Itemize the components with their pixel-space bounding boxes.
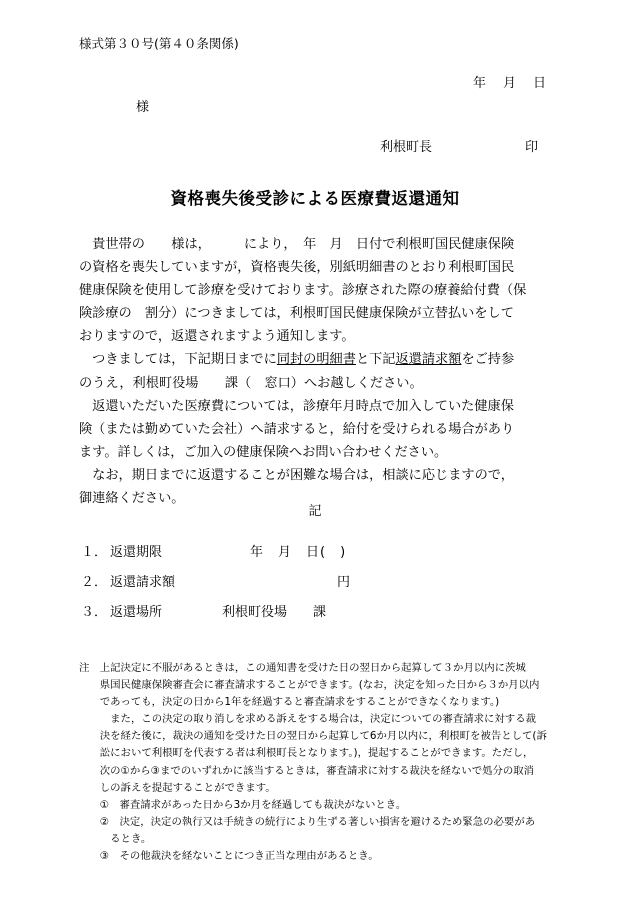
body-line: ます。詳しくは，ご加入の健康保険へお問い合わせください。 [79, 444, 448, 460]
body-line: なお，期日までに返還することが困難な場合は，相談に応じますので， [79, 467, 514, 483]
body-line: 健康保険を使用して診療を受けております。診療された際の療養給付費（保 [79, 283, 527, 299]
note-line: ③ その他裁決を経ないことにつき正当な理由があるとき。 [79, 850, 379, 863]
note-line: 次の①から③までのいずれかに該当するときは，審査請求に対する裁決を経ないで処分の取消 [79, 764, 535, 777]
body-line: 返還いただいた医療費については，診療年月時点で加入していた健康保 [79, 398, 514, 414]
document-title: 資格喪失後受診による医療費返還通知 [170, 189, 460, 208]
underlined-refund-amount: 返還請求額 [395, 352, 462, 368]
form-number: 様式第３０号(第４０条関係) [79, 36, 239, 51]
item-number: ２． [81, 575, 108, 590]
body-line: 貴世帯の 様は， により， 年 月 日付で利根町国民健康保険 [79, 237, 515, 252]
body-line: 御連絡ください。 [79, 491, 185, 507]
date-line: 年 月 日 [473, 76, 549, 91]
seal-mark: 印 [525, 140, 539, 155]
note-line: 決を経た後に，裁決の通知を受けた日の翌日から起算して6か月以内に，利根町を被告として(訴 [79, 730, 547, 743]
note-line: ① 審査請求があった日から3か月を経過しても裁決がないとき。 [79, 798, 407, 811]
addressee: 様 [136, 100, 150, 115]
note-line: 訟において利根町を代表する者は利根町長となります。)，提起することができます。ただし， [79, 747, 534, 760]
body-text-segment: つきましては，下記期日までに [79, 352, 277, 368]
note-line: ② 決定，決定の執行又は手続きの続行により生ずる著しい損害を避けるため緊急の必要があ [79, 815, 536, 828]
note-line: 注 上記決定に不服があるときは，この通知書を受けた日の翌日から起算して３か月以内に茨城 [79, 662, 526, 674]
note-line: しの訴えを提起することができます。 [79, 781, 276, 794]
item-number: ３． [81, 605, 108, 620]
item-label-due-date: 返還期限 [110, 545, 163, 560]
item-value-due-date: 年 月 日( ) [250, 545, 347, 560]
note-line: また，この決定の取り消しを求める訴えをする場合は，決定についての審査請求に対する裁 [79, 713, 536, 726]
body-text-segment: をご持参 [461, 352, 515, 368]
body-text-segment: と下記 [355, 352, 396, 368]
body-line: のうえ，利根町役場 課（ 窓口）へお越しください。 [79, 375, 423, 391]
ki-heading: 記 [308, 504, 322, 519]
note-line: であっても，決定の日から1年を経過すると審査請求をすることができなくなります。) [79, 696, 500, 709]
item-label-place: 返還場所 [110, 605, 163, 620]
item-label-amount: 返還請求額 [110, 575, 176, 590]
body-line: おりますので，返還されますよう通知します。 [79, 329, 355, 345]
item-value-place: 利根町役場 課 [222, 605, 327, 620]
item-number: １． [81, 545, 108, 560]
body-line: 険（または勤めていた会社）へ請求すると，給付を受けられる場合があり [79, 421, 515, 437]
body-line: の資格を喪失していますが，資格喪失後，別紙明細書のとおり利根町国民 [79, 260, 515, 276]
body-line [79, 348, 551, 371]
item-value-amount: 円 [337, 575, 351, 590]
underlined-enclosed-statement: 同封の明細書 [276, 352, 356, 368]
body-line: 険診療の 割分）につきましては，利根町国民健康保険が立替払いをして [79, 306, 514, 322]
note-line: 県国民健康保険審査会に審査請求することができます。(なお，決定を知った日から３か月以内 [79, 679, 540, 692]
sender: 利根町長 [380, 140, 433, 155]
notice-body [79, 233, 551, 510]
note-line: るとき。 [79, 832, 152, 845]
notes-section [79, 660, 559, 865]
